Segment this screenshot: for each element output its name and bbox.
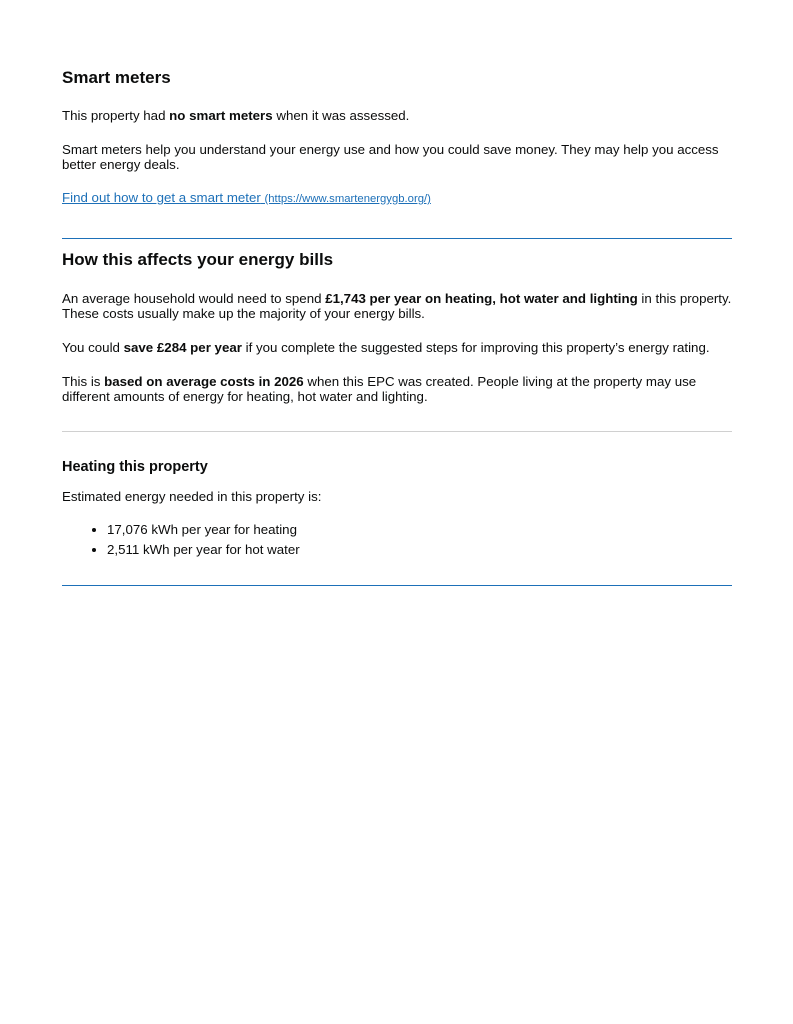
average-cost-prefix: An average household would need to spend xyxy=(62,291,326,306)
savings-suffix: if you complete the suggested steps for improving this property’s energy rating. xyxy=(241,340,710,355)
savings-bold: save £284 per year xyxy=(123,340,242,355)
list-item: 17,076 kWh per year for heating xyxy=(62,520,300,540)
section-divider xyxy=(62,238,732,239)
savings-paragraph xyxy=(62,340,734,355)
cost-basis-paragraph xyxy=(62,374,734,404)
list-item: 2,511 kWh per year for hot water xyxy=(62,540,300,560)
heating-intro: Estimated energy needed in this property is: xyxy=(62,489,322,504)
smart-meter-info: Smart meters help you understand your energy use and how you could save money. They may help you access better energy deals. xyxy=(62,142,719,172)
section-divider-bottom xyxy=(62,585,732,586)
smart-meter-link[interactable] xyxy=(62,190,431,205)
heating-heading: Heating this property xyxy=(62,459,208,475)
subsection-divider xyxy=(62,431,732,432)
cost-basis-bold: based on average costs in 2026 xyxy=(104,374,304,389)
cost-basis-prefix: This is xyxy=(62,374,105,389)
heating-energy-list xyxy=(62,520,300,560)
energy-bills-heading: How this affects your energy bills xyxy=(62,250,334,269)
smart-meter-link-text: Find out how to get a smart meter xyxy=(62,190,261,205)
smart-meter-status-bold: no smart meters xyxy=(169,108,273,123)
cost-basis-suffix: when this EPC was created. People living at the property may use different amounts of energy for heating, hot water and lighting. xyxy=(62,374,697,404)
smart-meter-link-url: (https://www.smartenergygb.org/) xyxy=(264,193,431,205)
smart-meter-status-suffix: when it was assessed. xyxy=(272,108,410,123)
average-cost-suffix: in this property. These costs usually make up the majority of your energy bills. xyxy=(62,291,732,321)
savings-prefix: You could xyxy=(62,340,124,355)
average-cost-paragraph xyxy=(62,291,734,321)
smart-meter-status xyxy=(62,108,734,123)
smart-meters-heading: Smart meters xyxy=(62,68,171,87)
smart-meter-status-prefix: This property had xyxy=(62,108,170,123)
smart-meter-link-paragraph xyxy=(62,190,734,207)
average-cost-bold: £1,743 per year on heating, hot water and lighting xyxy=(325,291,638,306)
